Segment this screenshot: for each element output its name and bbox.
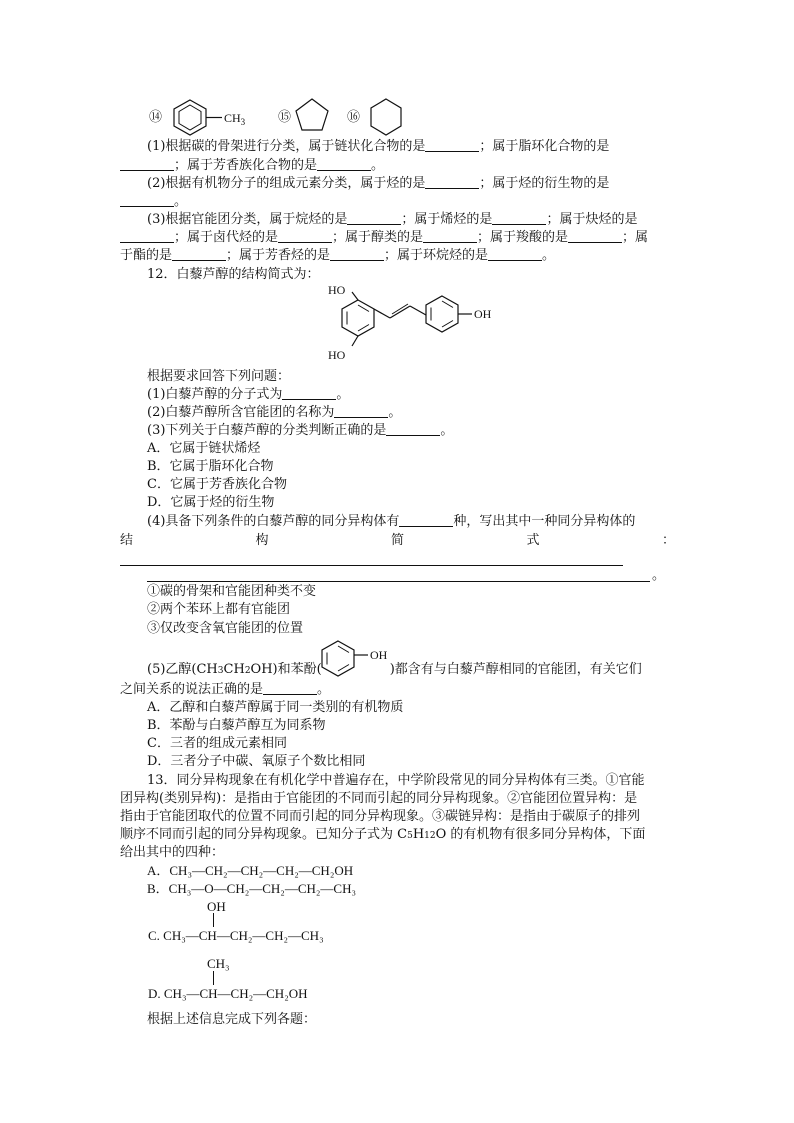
methyl-label: $CH_3$ bbox=[224, 111, 246, 127]
cyclopentane-structure bbox=[294, 96, 334, 136]
hydroxyl-label-top: HO bbox=[328, 283, 346, 297]
branch-bond bbox=[213, 971, 214, 985]
condition-2: ②两个苯环上都有官能团 bbox=[147, 602, 291, 617]
isomer-d: D. CH₃—CH—CH₂—CH₂OH bbox=[148, 986, 308, 1001]
phenol-structure bbox=[318, 638, 398, 678]
q11-part2-line2: 。 bbox=[120, 193, 675, 211]
condition-3: ③仅改变含氧官能团的位置 bbox=[147, 621, 304, 636]
isomer-c: C. CH₃—CH—CH₂—CH₂—CH₃ bbox=[148, 928, 324, 943]
answer-blank[interactable] bbox=[568, 229, 622, 243]
toluene-structure bbox=[168, 96, 258, 136]
hydroxyl-label-bottom: HO bbox=[328, 348, 346, 362]
q12-5-option-c[interactable]: C．三者的组成元素相同 bbox=[147, 736, 287, 751]
answer-blank[interactable] bbox=[282, 386, 336, 400]
isomer-b: B．CH₃—O—CH₂—CH₂—CH₂—CH₃ bbox=[147, 881, 357, 896]
q11-part3-line1: (3)根据官能团分类，属于烷烃的是 ；属于烯烃的是 ；属于炔烃的是 bbox=[147, 212, 638, 227]
q12-option-d[interactable]: D．它属于烃的衍生物 bbox=[147, 495, 275, 510]
q11-part2-line1: (2)根据有机物分子的组成元素分类，属于烃的是 ；属于烃的衍生物的是 bbox=[147, 176, 610, 191]
q11-part1-line1: (1)根据碳的骨架进行分类，属于链状化合物的是 ；属于脂环化合物的是 bbox=[147, 139, 610, 154]
q13-line1: 13．同分异构现象在有机化学中普遍存在，中学阶段常见的同分异构体有三类。①官能 bbox=[147, 773, 645, 788]
q12-5-option-d[interactable]: D．三者分子中碳、氧原子个数比相同 bbox=[147, 754, 366, 769]
answer-line[interactable] bbox=[147, 581, 650, 582]
answer-blank[interactable] bbox=[330, 247, 384, 261]
branch-bond bbox=[213, 913, 214, 927]
answer-blank[interactable] bbox=[120, 229, 174, 243]
q13-final-instruction: 根据上述信息完成下列各题： bbox=[147, 1012, 317, 1027]
answer-blank[interactable] bbox=[425, 138, 479, 152]
phenol-hydroxyl-label: OH bbox=[370, 648, 388, 662]
q12-sub4-line2: 结 构 简 式 ： bbox=[120, 533, 675, 548]
cyclohexane-structure bbox=[368, 96, 408, 138]
answer-blank[interactable] bbox=[488, 247, 542, 261]
q13-line3: 指由于官能团取代的位置不同而引起的同分异构现象。③碳链异构：是指由于碳原子的排列 bbox=[120, 809, 641, 824]
q13-line4: 顺序不同而引起的同分异构现象。已知分子式为 C5H12O 的有机物有很多同分异构体，下面 bbox=[120, 827, 646, 842]
q12-5-option-a[interactable]: A．乙醇和白藜芦醇属于同一类别的有机物质 bbox=[147, 700, 404, 715]
q12-option-b[interactable]: B．它属于脂环化合物 bbox=[147, 459, 274, 474]
answer-blank[interactable] bbox=[263, 681, 317, 695]
isomer-c-branch: OH bbox=[207, 899, 226, 914]
answer-blank[interactable] bbox=[317, 157, 371, 171]
q12-sub2: (2)白藜芦醇所含官能团的名称为 。 bbox=[147, 405, 402, 420]
item-14-number: ⑭ bbox=[149, 110, 163, 125]
q12-title: 12．白藜芦醇的结构简式为： bbox=[147, 267, 320, 282]
answer-blank[interactable] bbox=[334, 404, 388, 418]
q12-sub4-line1: (4)具备下列条件的白藜芦醇的同分异构体有 种，写出其中一种同分异构体的 bbox=[147, 514, 636, 529]
answer-line[interactable] bbox=[120, 565, 623, 566]
q13-line5: 给出其中的四种： bbox=[120, 845, 225, 860]
item-15-number: ⑮ bbox=[278, 110, 292, 125]
q13-line2: 团异构(类别异构)：是指由于官能团的不同而引起的同分异构现象。②官能团位置异构：是 bbox=[120, 791, 638, 806]
resveratrol-structure bbox=[318, 282, 508, 368]
q12-option-a[interactable]: A．它属于链状烯烃 bbox=[147, 441, 261, 456]
answer-blank[interactable] bbox=[425, 175, 479, 189]
q11-part3-line3: 于酯的是 ；属于芳香烃的是 ；属于环烷烃的是 。 bbox=[120, 248, 556, 263]
item-16-number: ⑯ bbox=[347, 110, 361, 125]
answer-blank[interactable] bbox=[399, 513, 453, 527]
hydroxyl-label-right: OH bbox=[474, 307, 492, 321]
condition-1: ①碳的骨架和官能团种类不变 bbox=[147, 584, 317, 599]
answer-blank[interactable] bbox=[423, 229, 477, 243]
q12-sub5-line1: (5)乙醇(CH3CH2OH)和苯酚( )都含有与白藜芦醇相同的官能团，有关它们 bbox=[147, 662, 642, 677]
answer-blank[interactable] bbox=[172, 247, 226, 261]
answer-blank[interactable] bbox=[386, 422, 440, 436]
q12-sub5-line2: 之间关系的说法正确的是 。 bbox=[120, 682, 331, 697]
q11-part3-line2: ；属于卤代烃的是 ；属于醇类的是 ；属于羧酸的是 ；属 bbox=[120, 229, 675, 247]
answer-blank[interactable] bbox=[120, 157, 174, 171]
q12-intro: 根据要求回答下列问题： bbox=[147, 369, 291, 384]
q12-option-c[interactable]: C．它属于芳香族化合物 bbox=[147, 477, 287, 492]
q12-sub1: (1)白藜芦醇的分子式为 。 bbox=[147, 387, 350, 402]
answer-blank[interactable] bbox=[347, 211, 401, 225]
q12-5-option-b[interactable]: B．苯酚与白藜芦醇互为同系物 bbox=[147, 718, 326, 733]
isomer-a: A．CH₃—CH₂—CH₂—CH₂—CH₂OH bbox=[147, 863, 354, 878]
q12-sub4-end: 。 bbox=[652, 568, 666, 583]
q12-sub3: (3)下列关于白藜芦醇的分类判断正确的是 。 bbox=[147, 423, 454, 438]
answer-blank[interactable] bbox=[278, 229, 332, 243]
q11-part1-line2: ；属于芳香族化合物的是 。 bbox=[120, 157, 675, 175]
isomer-d-branch: CH₃ bbox=[207, 956, 230, 971]
answer-blank[interactable] bbox=[120, 193, 174, 207]
answer-blank[interactable] bbox=[492, 211, 546, 225]
